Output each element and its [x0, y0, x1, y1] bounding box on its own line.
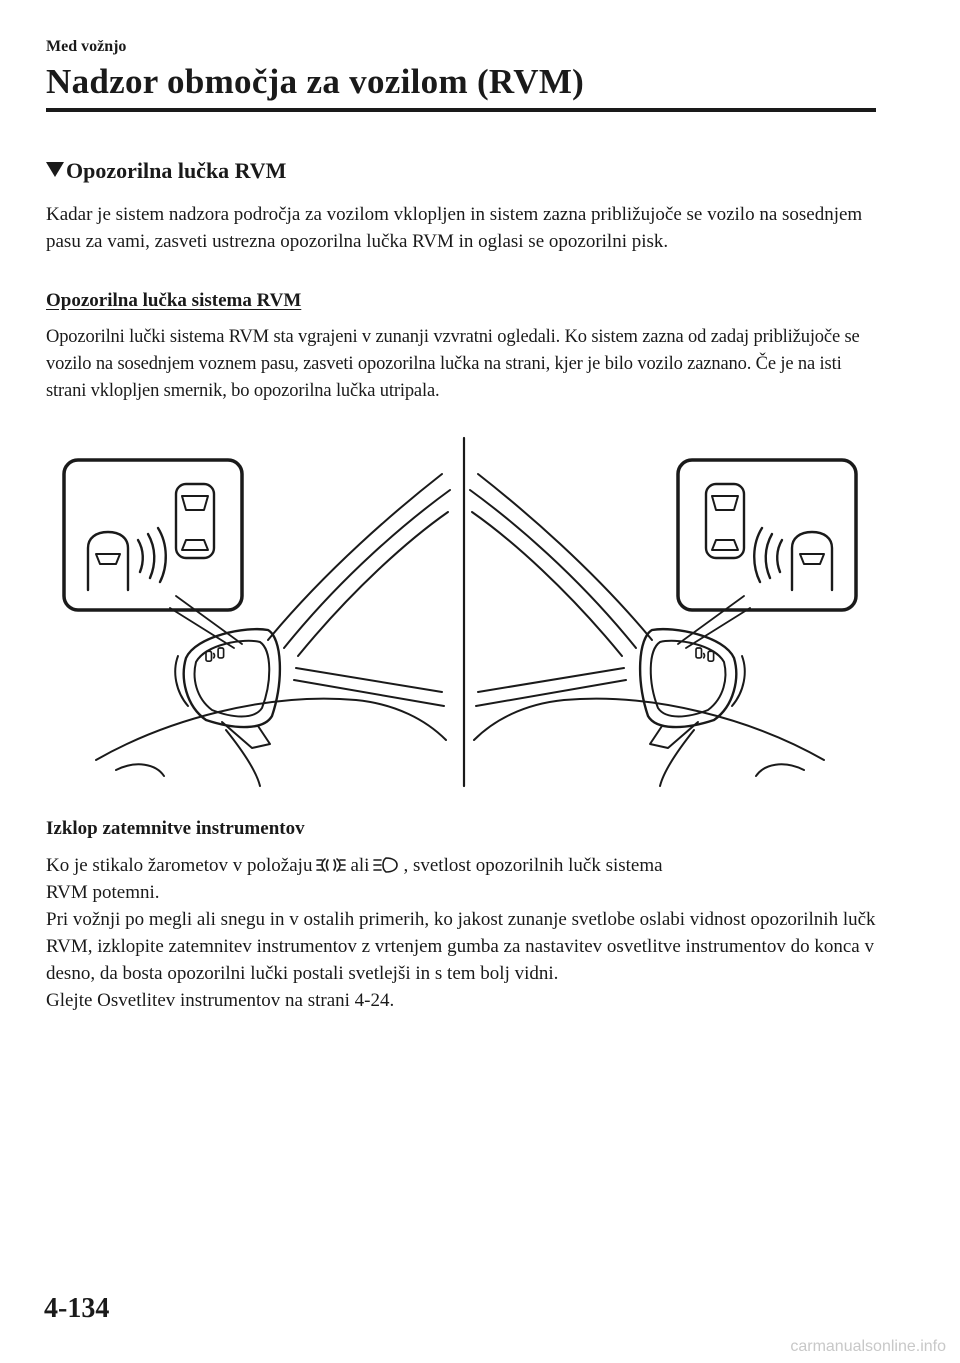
dimmer-line-4: Glejte Osvetlitev instrumentov na strani 4-24. — [46, 990, 395, 1011]
headlight-icon — [373, 855, 399, 875]
car-icon — [706, 484, 744, 558]
dimmer-line-1-pre: Ko je stikalo žarometov v položaju — [46, 855, 313, 876]
subheading-underlined: Opozorilna lučka sistema RVM — [46, 290, 302, 311]
radar-wave-icon — [138, 528, 166, 582]
chapter-label: Med vožnjo — [46, 38, 127, 55]
car-icon — [792, 532, 832, 590]
indicator-zoom-box — [64, 460, 242, 610]
dimmer-line-1-mid: ali — [350, 855, 370, 876]
radar-wave-icon — [754, 528, 782, 582]
car-icon — [176, 484, 214, 558]
mirror-illustration — [46, 430, 876, 790]
dimmer-line-3: Pri vožnji po megli ali snegu in v ostalih primerih, ko jakost zunanje svetlobe oslabi vidnost opozorilnih lučk RVM, izklopite zatemnitev instrumentov z vrtenjem gumba za nastavitev osvetlitve instrumentov do konca v desno, da bosta opozorilni lučki postali svetlejši in s tem bolj vidni. — [46, 909, 876, 984]
section-heading — [46, 158, 286, 184]
dimmer-body — [46, 852, 876, 1014]
car-icon — [88, 532, 128, 590]
indicator-zoom-box — [678, 460, 856, 610]
parking-light-icon — [316, 855, 346, 875]
watermark: carmanualsonline.info — [790, 1338, 946, 1355]
section-intro: Kadar je sistem nadzora področja za vozilom vklopljen in sistem zazna približujoče se vozilo na sosednjem pasu za vami, zasveti ustrezna opozorilna lučka RVM in oglasi se opozorilni pisk. — [46, 204, 863, 252]
section-heading-text: Opozorilna lučka RVM — [66, 158, 287, 183]
dimmer-line-2: RVM potemni. — [46, 882, 160, 903]
right-mirror-view — [470, 460, 856, 786]
dimmer-heading: Izklop zatemnitve instrumentov — [46, 818, 305, 839]
page-number: 4-134 — [44, 1293, 110, 1324]
dimmer-line-1 — [46, 852, 876, 879]
triangle-bullet-icon — [46, 162, 64, 177]
left-mirror-view — [64, 460, 450, 786]
section-body: Opozorilni lučki sistema RVM sta vgrajeni v zunanji vzvratni ogledali. Ko sistem zazna od zadaj približujoče se vozilo na sosednjem voznem pasu, zasveti opozorilna lučka na strani, kjer je bilo vozilo zaznano. Če je na isti strani vklopljen smernik, bo opozorilna lučka utripala. — [46, 327, 860, 401]
page-title: Nadzor območja za vozilom (RVM) — [46, 62, 585, 101]
title-rule — [46, 108, 876, 112]
dimmer-line-1-post: , svetlost opozorilnih lučk sistema — [403, 855, 663, 876]
